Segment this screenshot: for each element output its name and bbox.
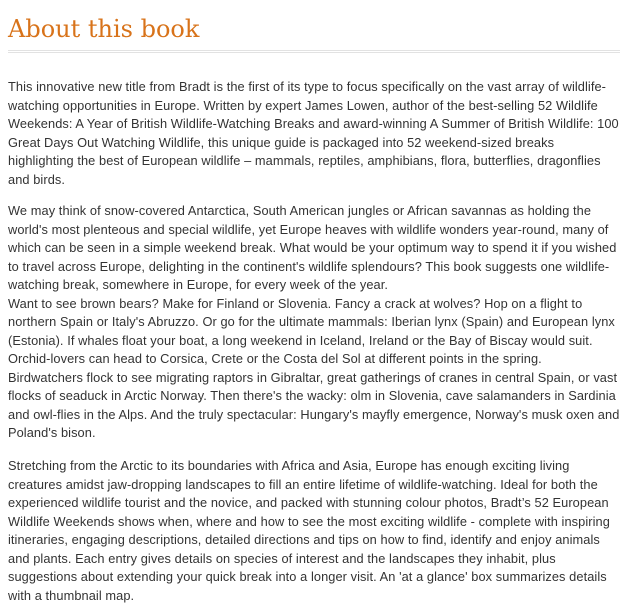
description-block-1 [8, 78, 620, 189]
paragraph-intro: This innovative new title from Bradt is the first of its type to focus specifically on the vast array of wildlife-watching opportunities in Europe. Written by expert James Lowen, author of the best-selling 52 Wildlife Weekends: A Year of British Wildlife-Watching Breaks and award-winning A Summer of British Wildlife: 100 Great Days Out Watching Wildlife, this unique guide is packaged into 52 weekend-sized breaks highlighting the best of European wildlife – mammals, reptiles, amphibians, flora, butterflies, dragonflies and birds. [8, 79, 619, 187]
paragraph-features: Stretching from the Arctic to its boundaries with Africa and Asia, Europe has enough exciting living creatures amidst jaw-dropping landscapes to fill an entire lifetime of wildlife-watching. Ideal for both the experienced wildlife tourist and the novice, and packed with stunning colour photos, Bradt’s 52 European Wildlife Weekends shows when, where and how to see the most exciting wildlife - complete with inspiring itineraries, engaging descriptions, detailed directions and tips on how to find, identify and enjoy animals and plants. Each entry gives details on species of interest and the landscapes they inhabit, plus suggestions about extending your quick break into a longer visit. An 'at a glance' box summarizes details with a thumbnail map. [8, 458, 610, 603]
description-block-2 [8, 202, 620, 443]
paragraph-why-europe: We may think of snow-covered Antarctica, South American jungles or African savannas as holding the world's most plenteous and special wildlife, yet Europe heaves with wildlife wonders year-round, many of which can be seen in a simple weekend break. What would be your optimum way to spend it if you wished to travel across Europe, delighting in the continent's wildlife splendours? This book suggests one wildlife-watching break, somewhere in Europe, for every week of the year. [8, 203, 617, 292]
page-title: About this book [8, 15, 200, 43]
paragraph-highlights: Want to see brown bears? Make for Finland or Slovenia. Fancy a crack at wolves? Hop on a flight to northern Spain or Italy's Abruzzo. Or go for the ultimate mammals: Iberian lynx (Spain) and European lynx (Estonia). If whales float your boat, a long weekend in Iceland, Ireland or the Bay of Biscay would suit. Orchid-lovers can head to Corsica, Crete or the Costa del Sol at different points in the spring. Birdwatchers flock to see migrating raptors in Gibraltar, great gatherings of cranes in central Spain, or vast flocks of seaduck in Arctic Norway. Then there's the wacky: olm in Slovenia, cave salamanders in Sardinia and owl-flies in the Alps. And the truly spectacular: Hungary's mayfly emergence, Norway's musk oxen and Poland's bison. [8, 295, 620, 440]
description-block-3 [8, 457, 620, 605]
title-divider [8, 50, 620, 53]
